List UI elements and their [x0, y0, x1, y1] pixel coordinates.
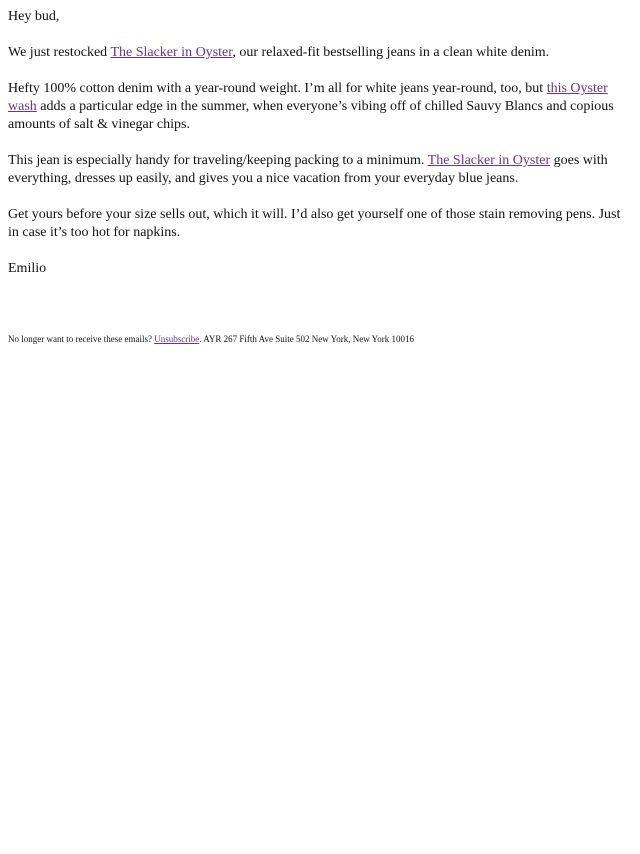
paragraph-text: We just restocked [8, 45, 111, 60]
paragraph-text: , our relaxed-fit bestselling jeans in a clean white denim. [232, 45, 550, 60]
paragraph-text: goes with everything, dresses up easily, and gives you a nice vacation from your everyday blue jeans. [8, 153, 608, 186]
slacker-oyster-link-2[interactable]: The Slacker in Oyster [427, 153, 551, 168]
slacker-oyster-link[interactable]: The Slacker in Oyster [110, 45, 233, 60]
greeting: Hey bud, [8, 9, 60, 24]
email-body [0, 0, 640, 345]
paragraph-travel [8, 152, 632, 188]
email-footer [8, 333, 632, 345]
paragraph-restock [8, 44, 632, 62]
oyster-wash-link[interactable]: this Oyster wash [8, 81, 608, 114]
paragraph-denim [8, 80, 632, 134]
footer-address: . AYR 267 Fifth Ave Suite 502 New York, New York 10016 [199, 334, 414, 344]
paragraph-closing: Get yours before your size sells out, which it will. I’d also get yourself one of those stain removing pens. Just in case it’s too hot for napkins. [8, 207, 621, 240]
paragraph-text: adds a particular edge in the summer, when everyone’s vibing off of chilled Sauvy Blancs and copious amounts of salt & vinegar chips. [8, 99, 614, 132]
paragraph-text: This jean is especially handy for traveling/keeping packing to a minimum. [8, 153, 428, 168]
paragraph-text: Hefty 100% cotton denim with a year-round weight. I’m all for white jeans year-round, too, but [8, 81, 547, 96]
unsubscribe-link[interactable]: Unsubscribe [154, 334, 200, 344]
signature: Emilio [8, 261, 47, 276]
footer-prefix: No longer want to receive these emails? [8, 334, 155, 344]
